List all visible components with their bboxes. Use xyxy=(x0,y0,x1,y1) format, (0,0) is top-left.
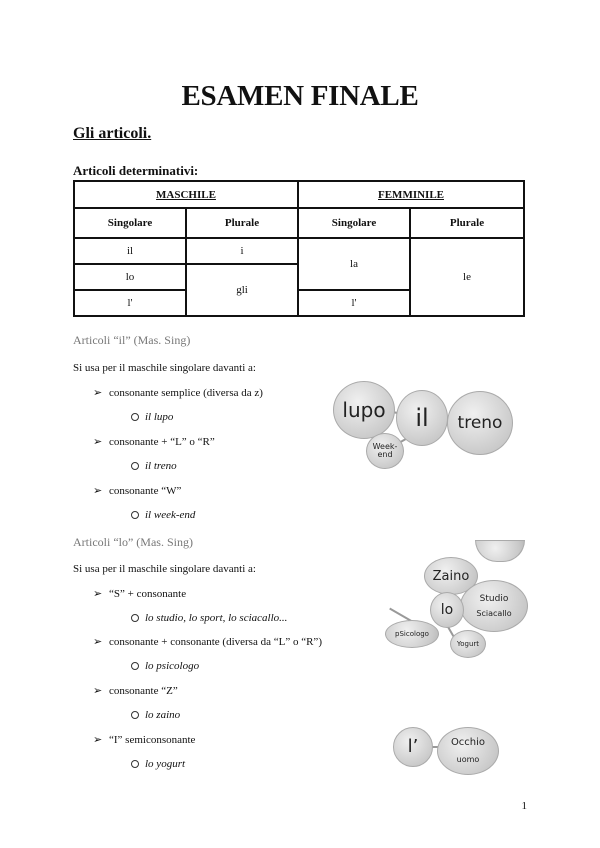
il-intro: Si usa per il maschile singolare davanti a: xyxy=(73,362,256,374)
bubble-week-end: Week-end xyxy=(366,433,404,469)
bubble-psicologo: pSicologo xyxy=(385,620,439,648)
arrow-bullet-icon: ➢ xyxy=(93,588,103,600)
circle-bullet-icon xyxy=(131,614,139,622)
il-example-3: il week-end xyxy=(131,509,195,521)
header-f-plurale: Plurale xyxy=(410,208,524,238)
lo-example-3: lo zaino xyxy=(131,709,180,721)
cell-m-sing-il: il xyxy=(74,238,186,264)
lo-section-heading: Articoli “lo” (Mas. Sing) xyxy=(73,535,193,549)
bubble-lupo: lupo xyxy=(333,381,395,439)
cell-f-sing-la: la xyxy=(298,238,410,290)
bubble-zaino: Zaino xyxy=(424,557,478,595)
bubble-occhio-uomo xyxy=(437,727,499,775)
arrow-bullet-icon: ➢ xyxy=(93,485,103,497)
il-example-1: il lupo xyxy=(131,411,173,423)
bubble-studio-sciacallo xyxy=(460,580,528,632)
lo-rule-3: ➢ consonante “Z” xyxy=(93,685,178,697)
page-number: 1 xyxy=(521,800,527,812)
articles-table xyxy=(73,180,525,317)
lo-intro: Si usa per il maschile singolare davanti a: xyxy=(73,563,256,575)
subheading: Articoli determinativi: xyxy=(73,163,199,178)
il-rule-1: ➢ consonante semplice (diversa da z) xyxy=(93,387,263,399)
cell-f-plur-le: le xyxy=(410,238,524,316)
circle-bullet-icon xyxy=(131,711,139,719)
bubble-yogurt: Yogurt xyxy=(450,630,486,658)
lo-example-1: lo studio, lo sport, lo sciacallo... xyxy=(131,612,287,624)
lo-rule-1: ➢ “S” + consonante xyxy=(93,588,187,600)
circle-bullet-icon xyxy=(131,511,139,519)
header-femminile: FEMMINILE xyxy=(298,181,524,208)
cell-f-sing-l: l' xyxy=(298,290,410,316)
lo-rule-2: ➢ consonante + consonante (diversa da “L” o “R”) xyxy=(93,636,322,648)
cell-m-plur-i: i xyxy=(186,238,298,264)
bubble-il: il xyxy=(396,390,448,446)
section-heading: Gli articoli. xyxy=(73,125,152,142)
cell-m-sing-l: l' xyxy=(74,290,186,316)
bubble-sciacallo: Sciacallo xyxy=(476,608,512,618)
bubble-occhio: Occhio xyxy=(450,737,486,748)
il-rule-3: ➢ consonante “W” xyxy=(93,485,182,497)
bubble-partial xyxy=(475,540,525,562)
il-rule-2: ➢ consonante + “L” o “R” xyxy=(93,436,215,448)
circle-bullet-icon xyxy=(131,662,139,670)
arrow-bullet-icon: ➢ xyxy=(93,387,103,399)
arrow-bullet-icon: ➢ xyxy=(93,436,103,448)
cell-m-plur-gli: gli xyxy=(186,264,298,316)
bubble-lo: lo xyxy=(430,592,464,628)
arrow-bullet-icon: ➢ xyxy=(93,685,103,697)
header-m-singolare: Singolare xyxy=(74,208,186,238)
lo-example-2: lo psicologo xyxy=(131,660,199,672)
il-section-heading: Articoli “il” (Mas. Sing) xyxy=(73,333,191,347)
circle-bullet-icon xyxy=(131,462,139,470)
lo-rule-4: ➢ “I” semiconsonante xyxy=(93,734,196,746)
circle-bullet-icon xyxy=(131,413,139,421)
bubble-studio: Studio xyxy=(479,593,509,604)
header-maschile: MASCHILE xyxy=(74,181,298,208)
page-title: ESAMEN FINALE xyxy=(181,80,419,112)
bubble-uomo: uomo xyxy=(456,755,480,764)
header-f-singolare: Singolare xyxy=(298,208,410,238)
il-example-2: il treno xyxy=(131,460,177,472)
cell-m-sing-lo: lo xyxy=(74,264,186,290)
bubble-l-apos: l’ xyxy=(393,727,433,767)
arrow-bullet-icon: ➢ xyxy=(93,636,103,648)
bubble-treno: treno xyxy=(447,391,513,455)
arrow-bullet-icon: ➢ xyxy=(93,734,103,746)
lo-example-4: lo yogurt xyxy=(131,758,185,770)
circle-bullet-icon xyxy=(131,760,139,768)
header-m-plurale: Plurale xyxy=(186,208,298,238)
